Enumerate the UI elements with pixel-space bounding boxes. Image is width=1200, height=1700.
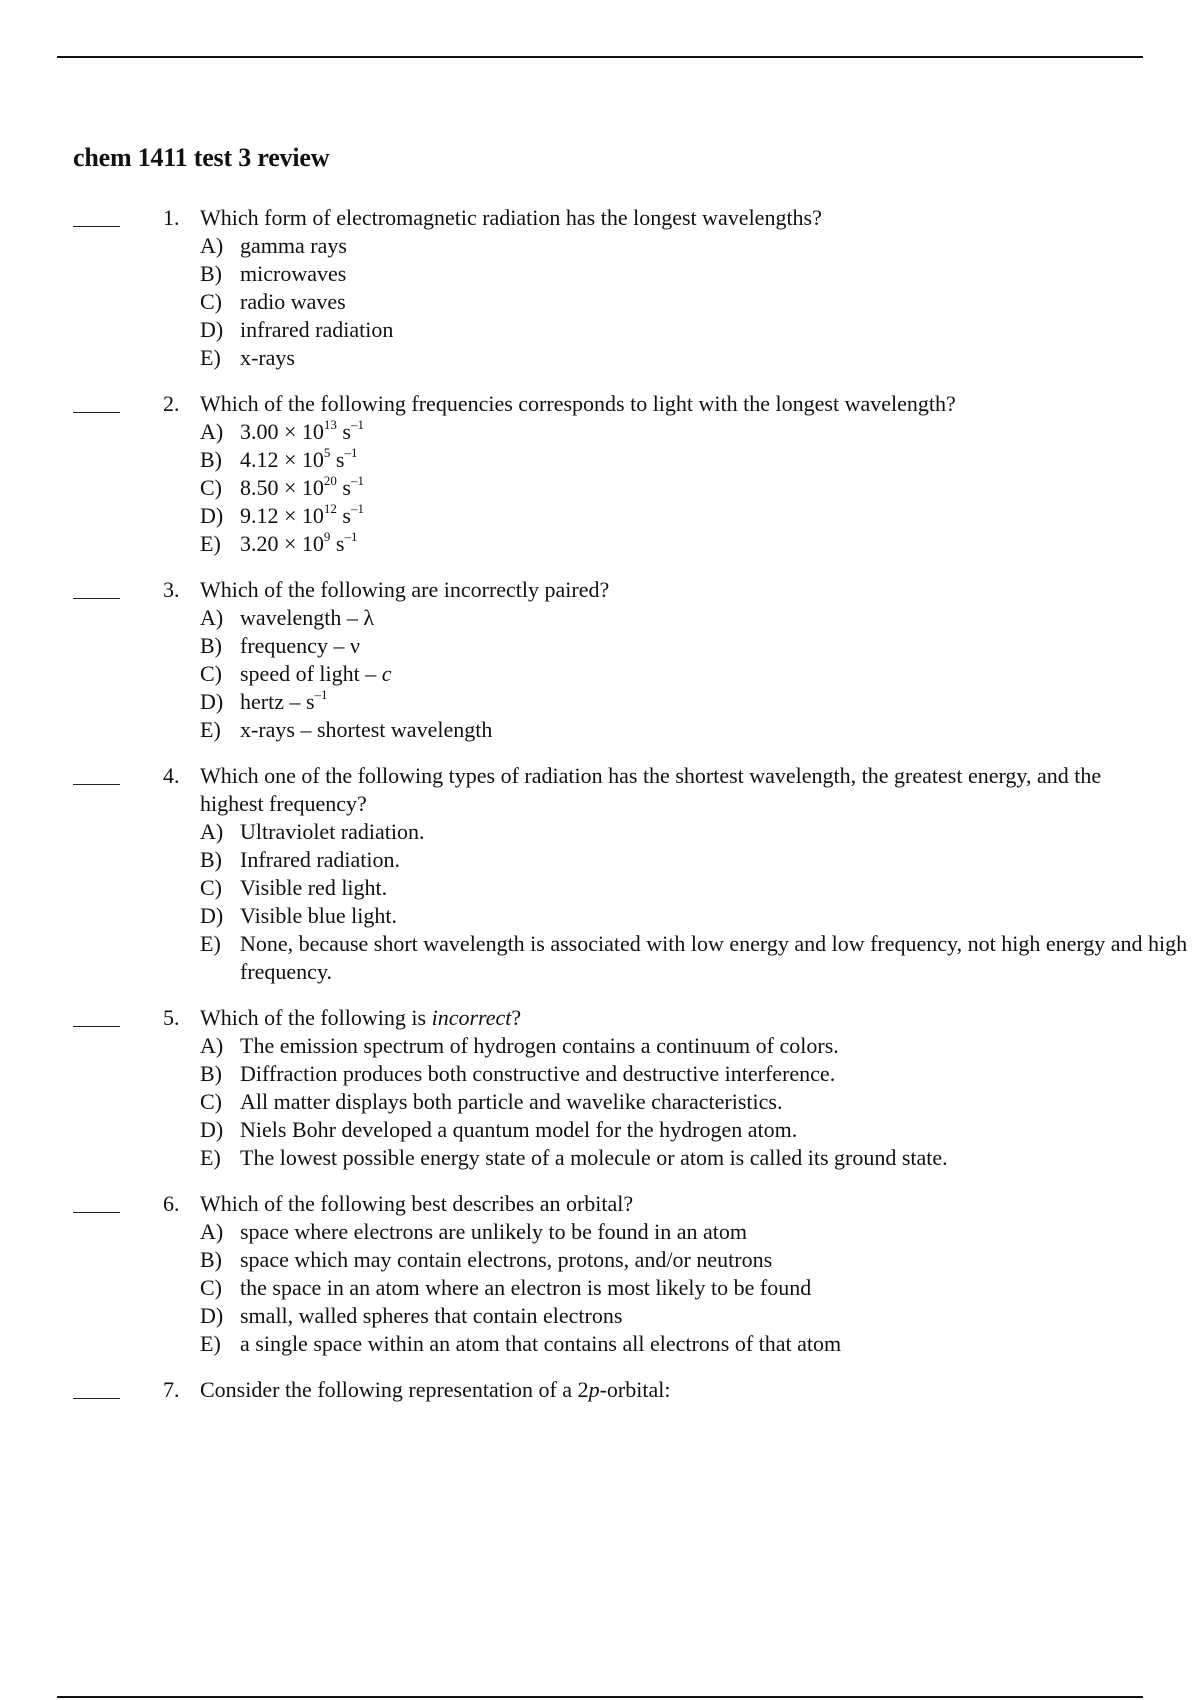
- option-text: [240, 686, 328, 714]
- option-exponent: 20: [323, 472, 337, 488]
- option-letter: D): [200, 1117, 224, 1142]
- question-text-main: Which one of the following types of radiation has the shortest wavelength, the greatest energy, and the highest frequency?: [200, 763, 1102, 816]
- option-letter: E): [200, 345, 221, 370]
- option-letter: B): [200, 633, 222, 658]
- option-main: radio waves: [240, 289, 346, 314]
- option-list: [200, 232, 1200, 372]
- option-unit-exponent: –1: [344, 444, 358, 460]
- answer-option: [200, 1144, 1200, 1172]
- option-base: 4.12 × 10: [240, 447, 324, 472]
- option-text: [240, 1303, 622, 1328]
- question-6: [0, 1190, 1200, 1358]
- option-main: Visible blue light.: [240, 903, 397, 928]
- answer-option: [200, 660, 1200, 688]
- option-main: All matter displays both particle and wavelike characteristics.: [240, 1089, 783, 1114]
- answer-option: [200, 688, 1200, 716]
- option-letter: C): [200, 875, 222, 900]
- question-text: [200, 390, 1160, 418]
- option-exponent: 9: [323, 528, 331, 544]
- question-text: [200, 1376, 1160, 1404]
- option-text: [240, 528, 358, 556]
- question-text-main: Which of the following are incorrectly paired?: [200, 577, 610, 602]
- option-main: Niels Bohr developed a quantum model for the hydrogen atom.: [240, 1117, 798, 1142]
- question-text-main: Which of the following frequencies corresponds to light with the longest wavelength?: [200, 391, 956, 416]
- option-unit-exponent: –1: [350, 500, 364, 516]
- option-main: The lowest possible energy state of a molecule or atom is called its ground state.: [240, 1145, 948, 1170]
- answer-option: [200, 1116, 1200, 1144]
- option-text: [240, 472, 364, 500]
- option-text: [240, 903, 397, 928]
- option-italic: c: [381, 661, 392, 686]
- question-text: [200, 576, 1160, 604]
- option-list: [200, 1218, 1200, 1358]
- option-letter: B): [200, 1061, 222, 1086]
- answer-option: [200, 902, 1200, 930]
- option-text: [240, 317, 393, 342]
- option-list: [200, 604, 1200, 744]
- option-letter: A): [200, 1219, 224, 1244]
- option-unit: s: [336, 503, 351, 528]
- question-number: 4.: [163, 763, 180, 788]
- option-main: microwaves: [240, 261, 347, 286]
- answer-option: [200, 502, 1200, 530]
- question-text-main: Which of the following is: [200, 1005, 432, 1030]
- question-3: [0, 576, 1200, 744]
- option-letter: E): [200, 717, 221, 742]
- option-main: x-rays: [240, 345, 295, 370]
- answer-option: [200, 1302, 1200, 1330]
- option-text: [240, 605, 374, 630]
- option-letter: B): [200, 1247, 222, 1272]
- option-text: [240, 1033, 839, 1058]
- option-main: Infrared radiation.: [240, 847, 401, 872]
- answer-option: [200, 260, 1200, 288]
- option-main: a single space within an atom that contains all electrons of that atom: [240, 1331, 842, 1356]
- option-text: [240, 633, 360, 658]
- question-number: 6.: [163, 1191, 180, 1216]
- option-main: None, because short wavelength is associated with low energy and low frequency, not high energy and high frequency.: [240, 931, 1188, 984]
- option-text: [240, 233, 347, 258]
- option-main: space which may contain electrons, protons, and/or neutrons: [240, 1247, 773, 1272]
- question-text-italic: incorrect: [431, 1005, 512, 1030]
- option-text: [240, 661, 392, 686]
- option-text: [240, 444, 358, 472]
- answer-option: [200, 604, 1200, 632]
- top-rule: [57, 56, 1143, 58]
- option-base: 8.50 × 10: [240, 475, 324, 500]
- question-list: [0, 204, 1200, 1422]
- answer-option: [200, 530, 1200, 558]
- option-text: [240, 1247, 772, 1272]
- question-text-end: -orbital:: [599, 1377, 671, 1402]
- option-unit: s: [336, 419, 351, 444]
- option-main: frequency – ν: [240, 633, 360, 658]
- answer-option: [200, 818, 1200, 846]
- question-number: 5.: [163, 1005, 180, 1030]
- answer-option: [200, 1060, 1200, 1088]
- question-number: 7.: [163, 1377, 180, 1402]
- answer-option: [200, 344, 1200, 372]
- option-letter: D): [200, 503, 224, 528]
- option-text: [240, 1145, 948, 1170]
- option-letter: A): [200, 1033, 224, 1058]
- answer-option: [200, 316, 1200, 344]
- option-letter: B): [200, 847, 222, 872]
- option-text: [240, 1117, 797, 1142]
- answer-option: [200, 846, 1200, 874]
- option-list: [200, 1032, 1200, 1172]
- option-text: [240, 875, 387, 900]
- option-list: [200, 418, 1200, 558]
- answer-blank[interactable]: [73, 576, 120, 599]
- option-unit-exponent: –1: [350, 472, 364, 488]
- option-main: wavelength – λ: [240, 605, 375, 630]
- question-text-italic: p: [588, 1377, 600, 1402]
- option-letter: E): [200, 931, 221, 956]
- option-letter: D): [200, 689, 224, 714]
- option-letter: A): [200, 233, 224, 258]
- answer-blank[interactable]: [73, 204, 120, 227]
- option-text: [240, 261, 346, 286]
- option-letter: C): [200, 475, 222, 500]
- answer-option: [200, 930, 1200, 986]
- option-letter: C): [200, 1089, 222, 1114]
- question-text-end: ?: [511, 1005, 522, 1030]
- answer-option: [200, 1274, 1200, 1302]
- page-title: chem 1411 test 3 review: [73, 143, 330, 172]
- option-unit: s: [330, 531, 345, 556]
- option-base: 9.12 × 10: [240, 503, 324, 528]
- answer-option: [200, 288, 1200, 316]
- answer-option: [200, 1032, 1200, 1060]
- option-letter: B): [200, 447, 222, 472]
- option-exponent: 12: [323, 500, 337, 516]
- option-text: [240, 847, 400, 872]
- question-5: [0, 1004, 1200, 1172]
- question-text: [200, 1190, 1160, 1218]
- question-1: [0, 204, 1200, 372]
- option-superscript: –1: [314, 686, 328, 702]
- question-2: [0, 390, 1200, 558]
- option-text: [240, 1089, 782, 1114]
- option-main: Ultraviolet radiation.: [240, 819, 425, 844]
- answer-option: [200, 1330, 1200, 1358]
- answer-option: [200, 874, 1200, 902]
- option-letter: C): [200, 661, 222, 686]
- answer-blank[interactable]: [73, 390, 120, 413]
- answer-option: [200, 232, 1200, 260]
- answer-blank[interactable]: [73, 762, 120, 785]
- option-text: [240, 1275, 811, 1300]
- question-number: 2.: [163, 391, 180, 416]
- answer-blank[interactable]: [73, 1004, 120, 1027]
- option-main: infrared radiation: [240, 317, 394, 342]
- option-letter: A): [200, 605, 224, 630]
- option-letter: B): [200, 261, 222, 286]
- option-exponent: 13: [323, 416, 337, 432]
- question-7: [0, 1376, 1200, 1404]
- option-text: [240, 289, 346, 314]
- question-text: [200, 762, 1160, 818]
- answer-option: [200, 418, 1200, 446]
- option-text: [240, 1331, 841, 1356]
- option-text: [240, 819, 425, 844]
- option-letter: C): [200, 1275, 222, 1300]
- question-text: [200, 204, 1160, 232]
- option-letter: D): [200, 903, 224, 928]
- option-letter: E): [200, 1331, 221, 1356]
- option-main: gamma rays: [240, 233, 347, 258]
- question-4: [0, 762, 1200, 986]
- answer-option: [200, 716, 1200, 744]
- answer-option: [200, 446, 1200, 474]
- question-text-main: Which of the following best describes an orbital?: [200, 1191, 634, 1216]
- option-main: x-rays – shortest wavelength: [240, 717, 493, 742]
- question-number: 3.: [163, 577, 180, 602]
- option-base: 3.20 × 10: [240, 531, 324, 556]
- question-text-main: Consider the following representation of a 2: [200, 1377, 589, 1402]
- option-unit-exponent: –1: [350, 416, 364, 432]
- option-main: Visible red light.: [240, 875, 388, 900]
- option-letter: D): [200, 317, 224, 342]
- answer-blank[interactable]: [73, 1376, 120, 1399]
- option-text: [240, 500, 364, 528]
- answer-option: [200, 1088, 1200, 1116]
- option-text: [240, 931, 1187, 984]
- question-text-main: Which form of electromagnetic radiation has the longest wavelengths?: [200, 205, 822, 230]
- option-unit-exponent: –1: [344, 528, 358, 544]
- answer-blank[interactable]: [73, 1190, 120, 1213]
- option-main: hertz – s: [240, 689, 315, 714]
- option-unit: s: [330, 447, 345, 472]
- option-main: Diffraction produces both constructive and destructive interference.: [240, 1061, 836, 1086]
- option-letter: E): [200, 1145, 221, 1170]
- option-unit: s: [336, 475, 351, 500]
- option-text: [240, 1061, 835, 1086]
- answer-option: [200, 474, 1200, 502]
- answer-option: [200, 632, 1200, 660]
- answer-option: [200, 1218, 1200, 1246]
- answer-option: [200, 1246, 1200, 1274]
- option-text: [240, 1219, 747, 1244]
- option-list: [200, 818, 1200, 986]
- option-letter: E): [200, 531, 221, 556]
- option-main: The emission spectrum of hydrogen contains a continuum of colors.: [240, 1033, 839, 1058]
- option-exponent: 5: [323, 444, 331, 460]
- option-letter: A): [200, 819, 224, 844]
- option-text: [240, 416, 364, 444]
- option-letter: C): [200, 289, 222, 314]
- question-number: 1.: [163, 205, 180, 230]
- bottom-rule: [57, 1696, 1143, 1698]
- option-base: 3.00 × 10: [240, 419, 324, 444]
- option-main: the space in an atom where an electron is most likely to be found: [240, 1275, 812, 1300]
- option-text: [240, 345, 295, 370]
- question-text: [200, 1004, 1160, 1032]
- option-main: speed of light –: [240, 661, 382, 686]
- option-main: small, walled spheres that contain electrons: [240, 1303, 623, 1328]
- option-letter: A): [200, 419, 224, 444]
- option-letter: D): [200, 1303, 224, 1328]
- option-text: [240, 717, 492, 742]
- option-main: space where electrons are unlikely to be found in an atom: [240, 1219, 748, 1244]
